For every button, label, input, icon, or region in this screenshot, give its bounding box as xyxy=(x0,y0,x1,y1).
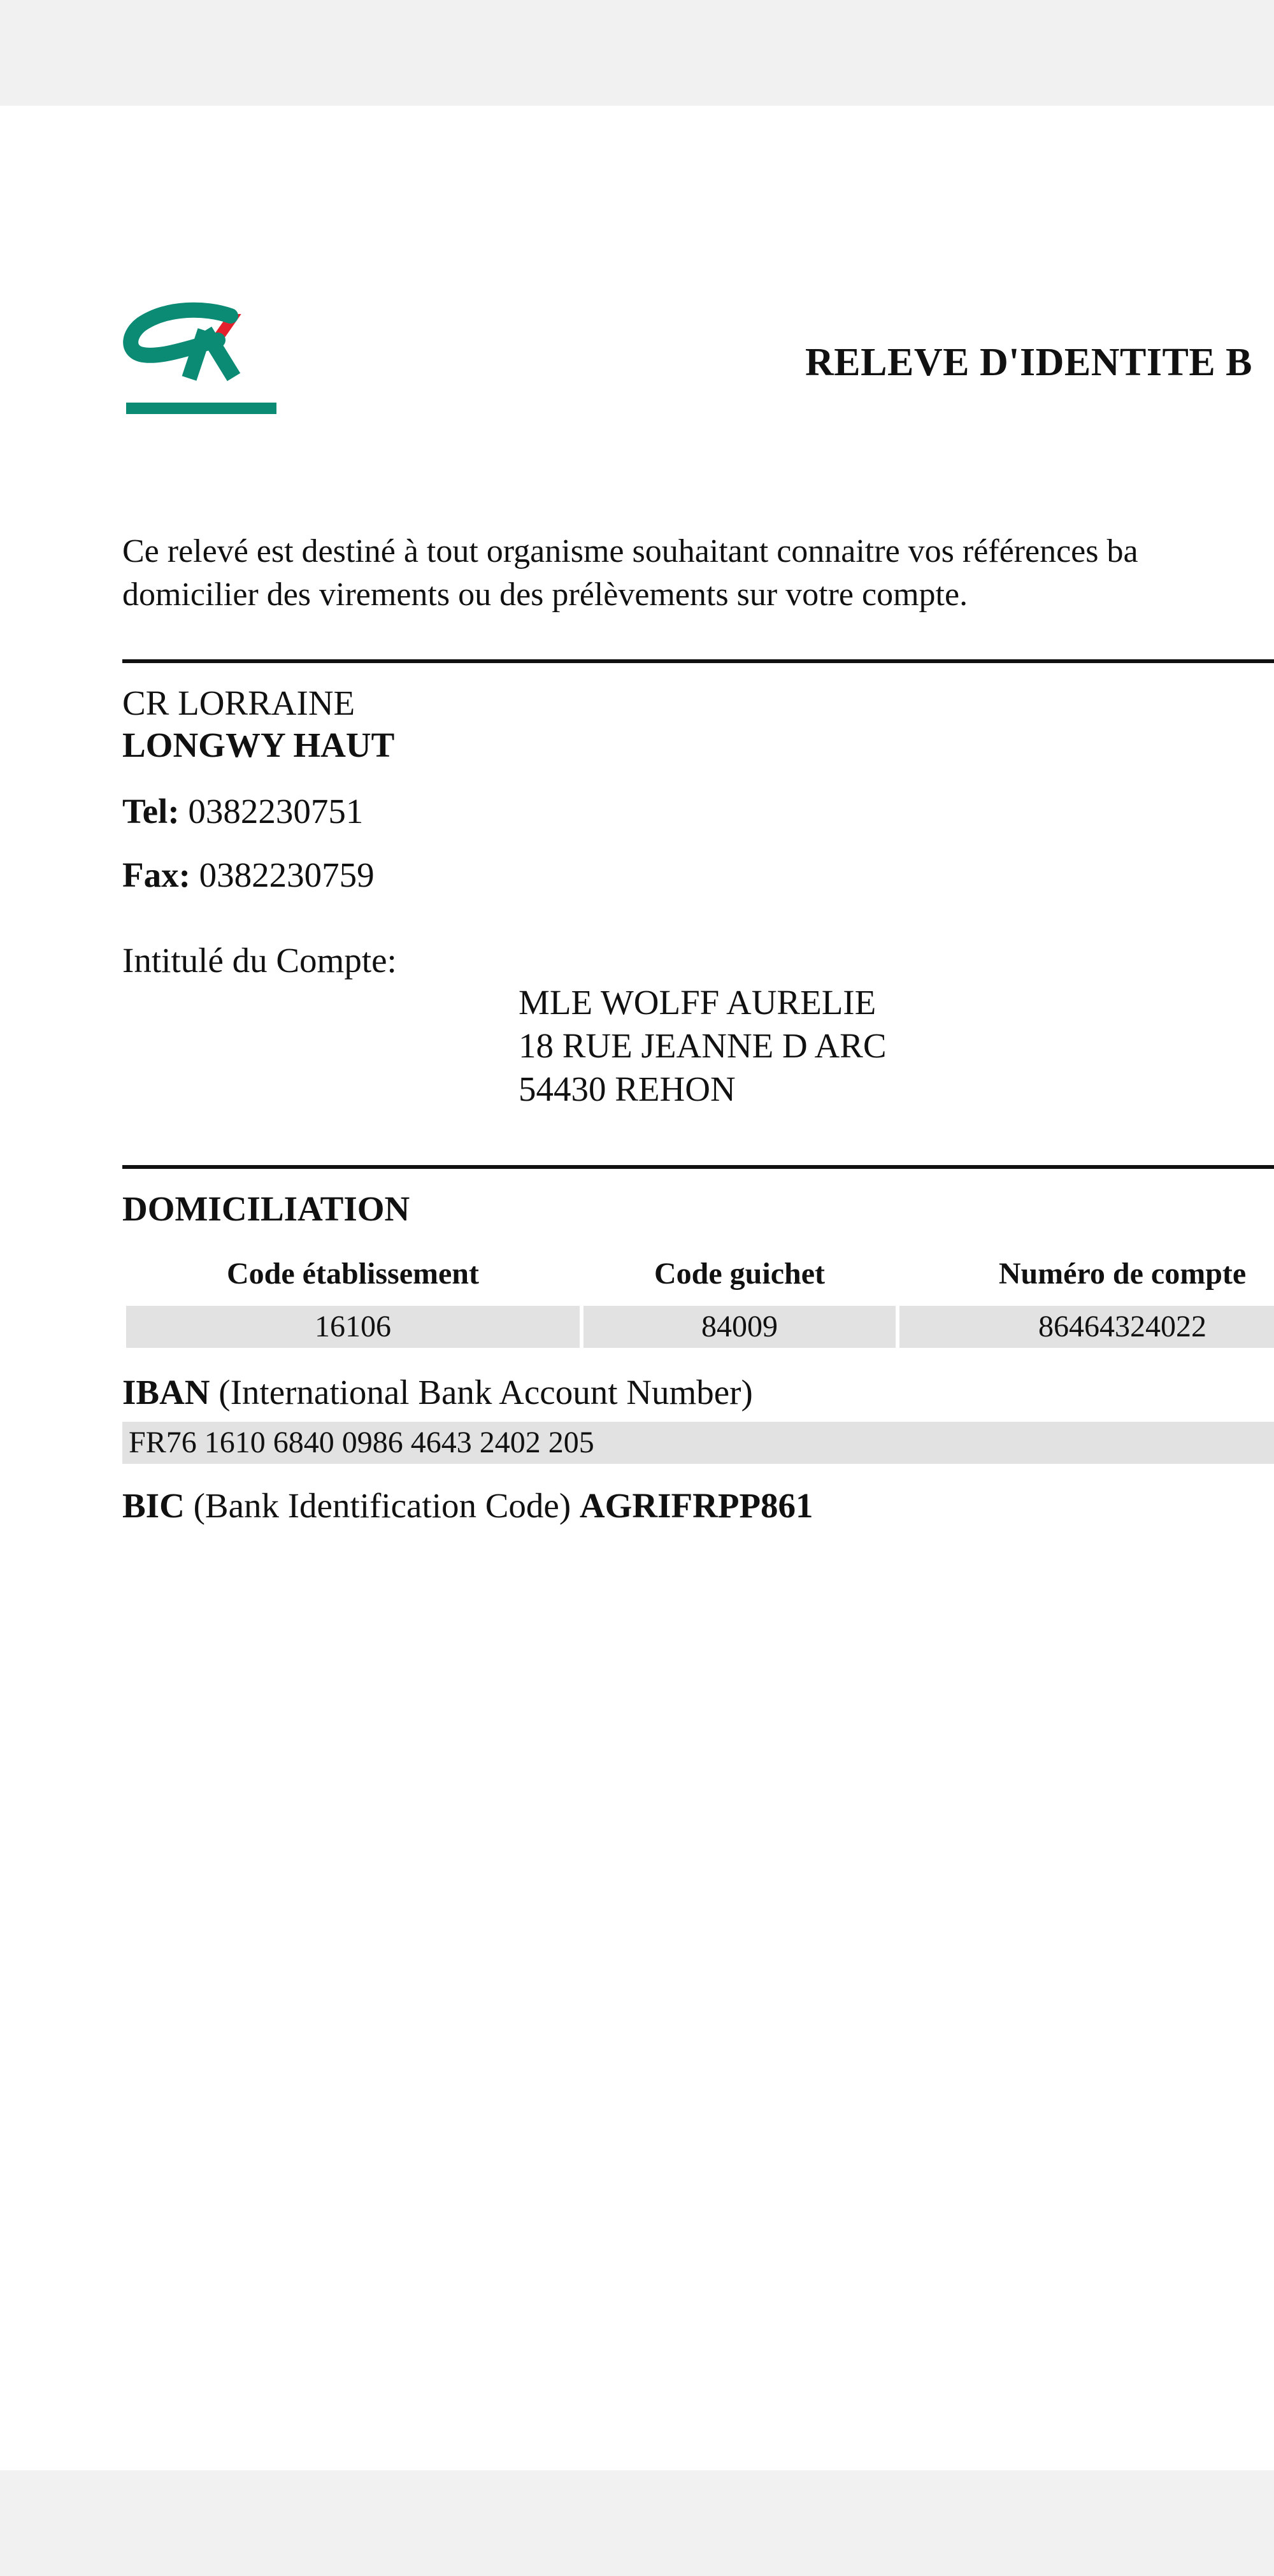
cell-code-guichet: 84009 xyxy=(583,1306,896,1348)
logo-underline-bar xyxy=(126,403,276,414)
numero-compte-value: 86464324022 xyxy=(1038,1310,1206,1343)
iban-heading xyxy=(122,1372,753,1412)
tel-value: 0382230751 xyxy=(188,792,364,831)
intro-text-line-1: Ce relevé est destiné à tout organisme souhaitant connaitre vos références ba xyxy=(122,533,1138,569)
account-holder-street: 18 RUE JEANNE D ARC xyxy=(519,1026,887,1065)
agency-region: CR LORRAINE xyxy=(122,683,355,722)
iban-value: FR76 1610 6840 0986 4643 2402 205 xyxy=(122,1422,1274,1464)
bic-line xyxy=(122,1485,813,1526)
account-holder-name: MLE WOLFF AURELIE xyxy=(519,983,877,1022)
agency-tel xyxy=(122,791,363,831)
bic-value: AGRIFRPP861 xyxy=(579,1486,813,1525)
column-header-code-etablissement: Code établissement xyxy=(227,1257,479,1291)
iban-description: (International Bank Account Number) xyxy=(218,1373,753,1412)
cell-numero-compte xyxy=(899,1306,1274,1348)
divider-top xyxy=(122,659,1274,663)
divider-domiciliation xyxy=(122,1165,1274,1169)
account-holder-city: 54430 REHON xyxy=(519,1070,736,1108)
bic-label: BIC xyxy=(122,1486,185,1525)
iban-label: IBAN xyxy=(122,1373,210,1412)
agency-fax xyxy=(122,855,375,895)
account-holder-label: Intitulé du Compte: xyxy=(122,941,397,980)
page-title: RELEVE D'IDENTITE B xyxy=(805,341,1253,384)
fax-value: 0382230759 xyxy=(199,855,375,894)
column-header-numero-compte: Numéro de compte xyxy=(998,1257,1247,1291)
intro-text-line-2: domicilier des virements ou des prélèvements sur votre compte. xyxy=(122,576,968,613)
logo-green-a-stroke xyxy=(189,331,234,378)
tel-label: Tel: xyxy=(122,792,180,831)
domiciliation-heading: DOMICILIATION xyxy=(122,1189,410,1228)
fax-label: Fax: xyxy=(122,855,190,894)
credit-agricole-logo xyxy=(122,296,282,417)
bic-description: (Bank Identification Code) xyxy=(193,1486,571,1525)
agency-branch: LONGWY HAUT xyxy=(122,726,395,764)
column-header-code-guichet: Code guichet xyxy=(654,1257,825,1291)
document-page xyxy=(0,106,1274,2470)
cell-code-etablissement: 16106 xyxy=(126,1306,580,1348)
